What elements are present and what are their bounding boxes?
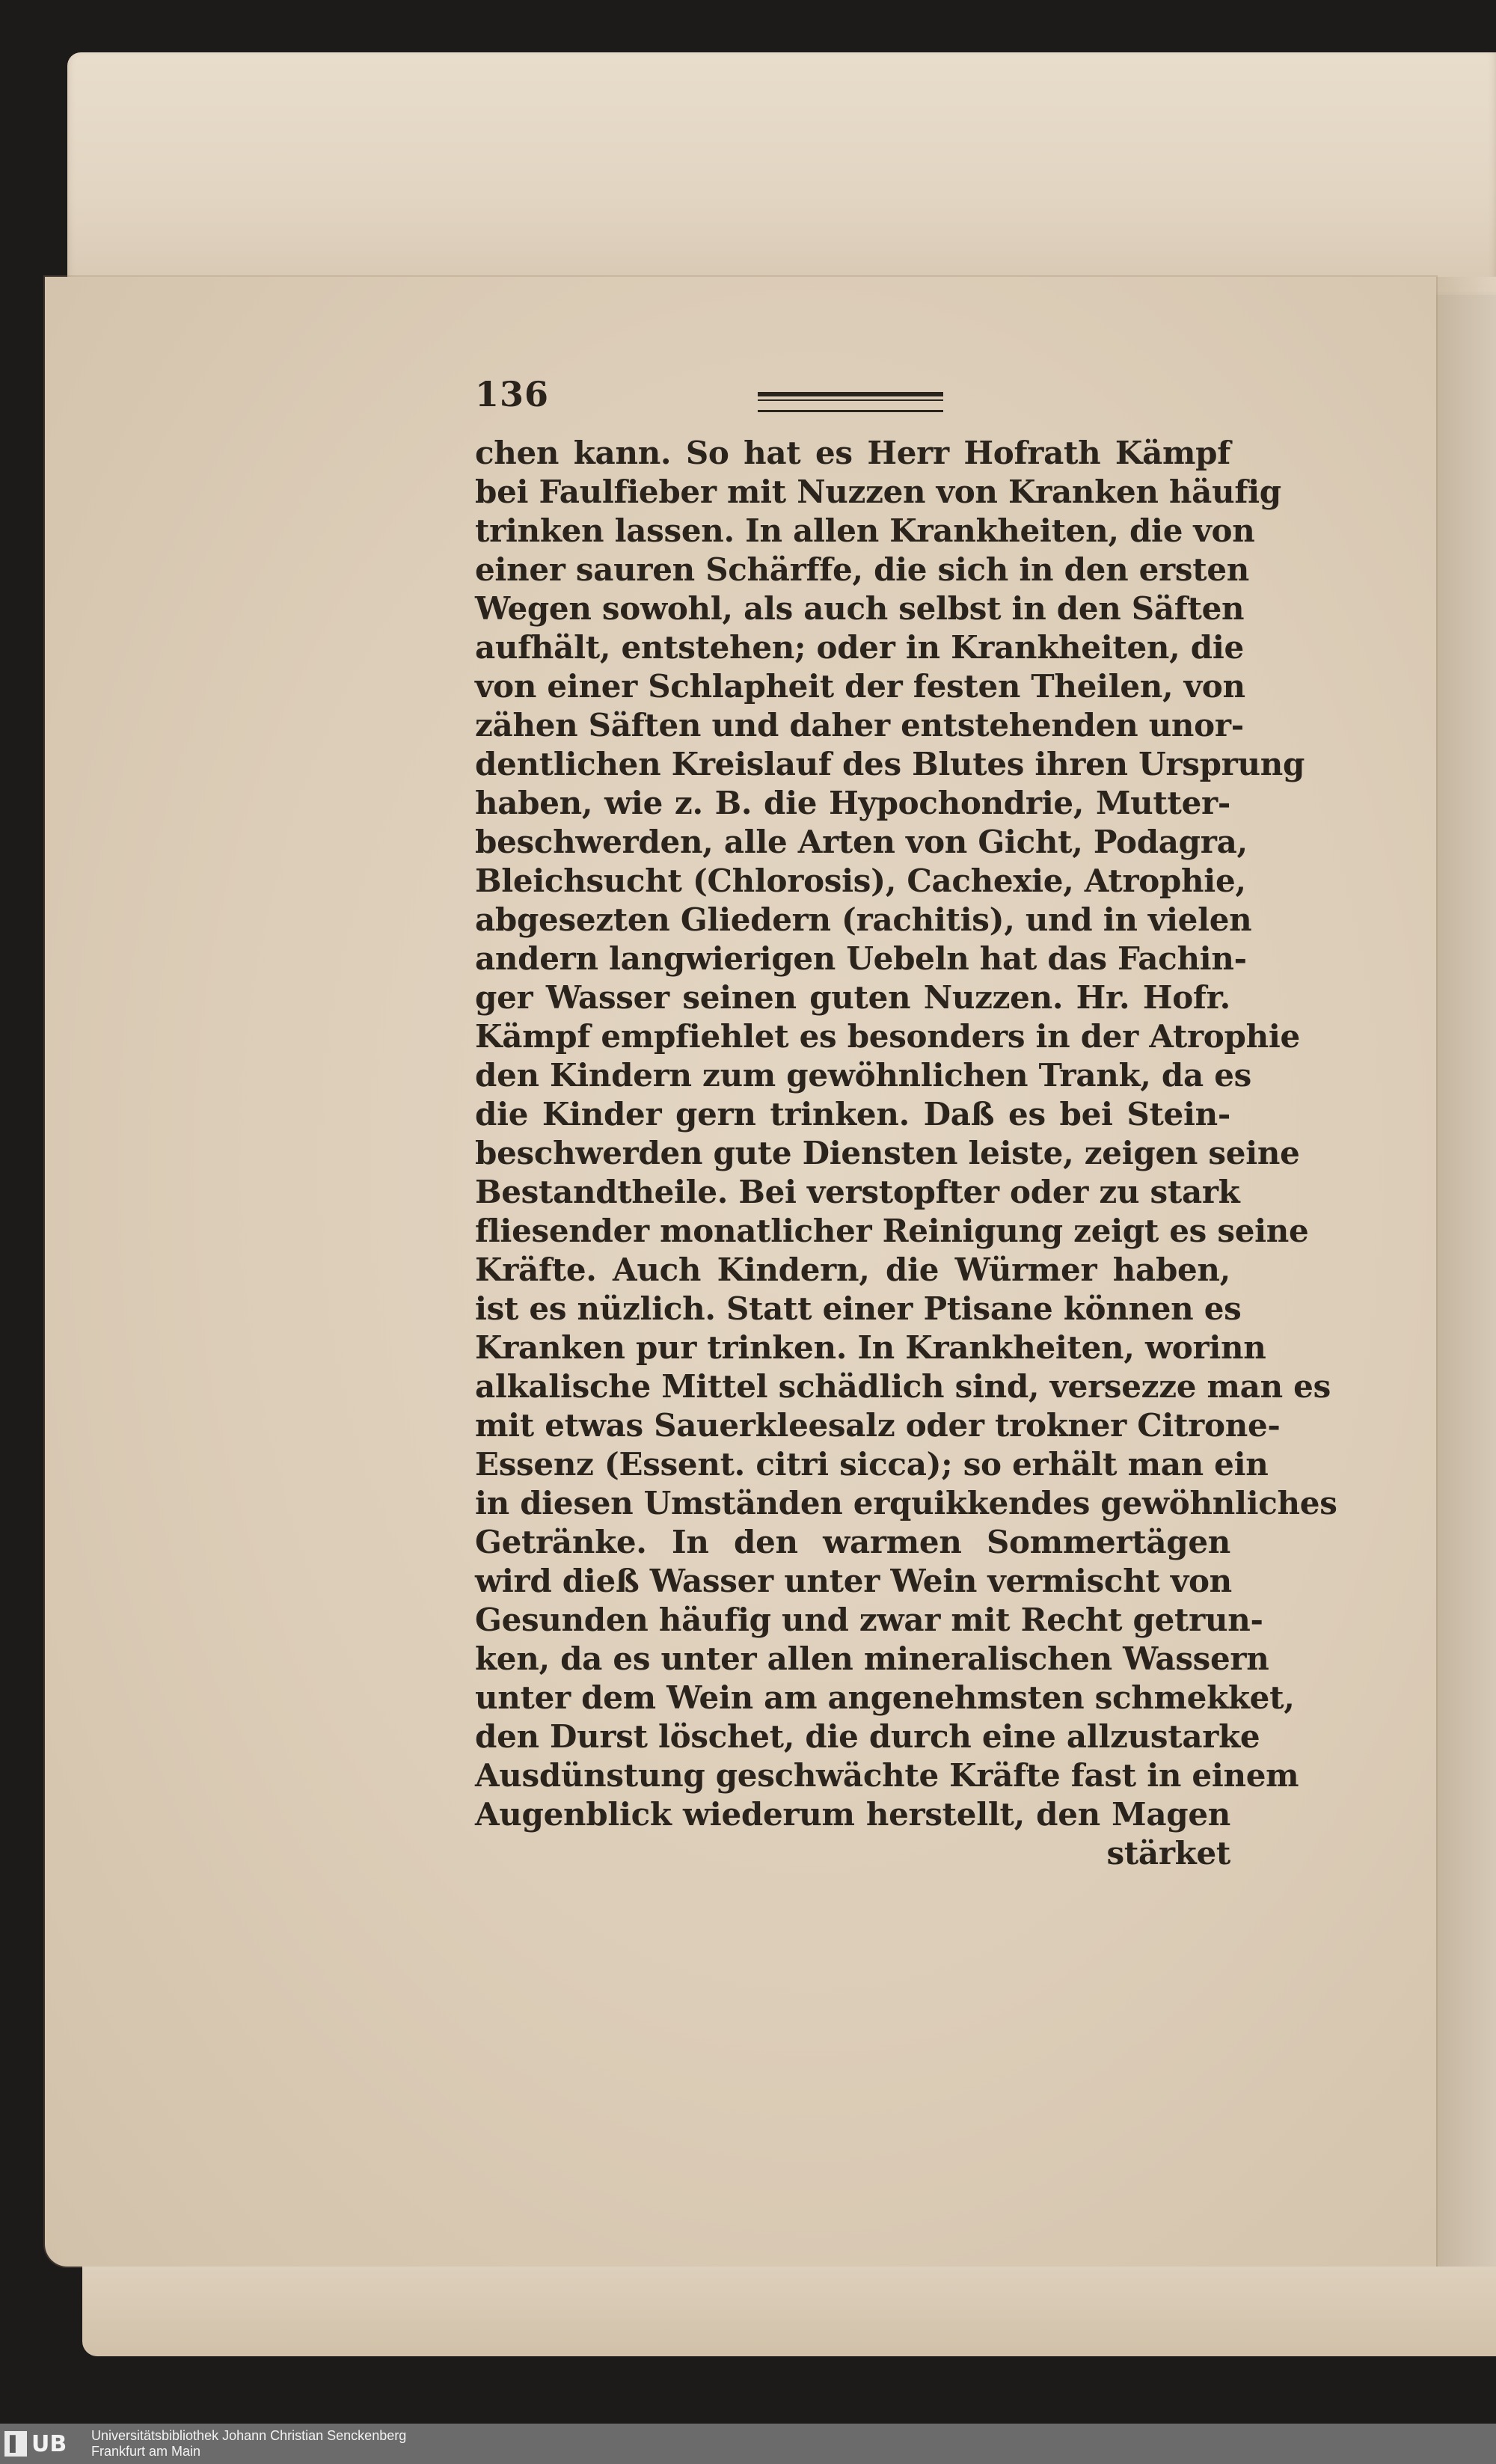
text-line: mit etwas Sauerkleesalz oder trokner Citrone- (475, 1407, 1281, 1444)
text-line: Wegen sowohl, als auch selbst in den Säften (475, 590, 1245, 627)
text-line: Augenblick wiederum herstellt, den Magen (475, 1796, 1230, 1833)
text-line: Bleichsucht (Chlorosis), Cachexie, Atrophie, (475, 862, 1246, 899)
text-line: zähen Säften und daher entstehenden unor- (475, 707, 1244, 744)
text-line: ist es nüzlich. Statt einer Ptisane können es (475, 1290, 1242, 1327)
library-footer-bar (0, 2424, 1496, 2464)
text-line: abgesezten Gliedern (rachitis), und in vielen (475, 901, 1252, 938)
text-line: ken, da es unter allen mineralischen Wassern (475, 1640, 1269, 1677)
text-line: Bestandtheile. Bei verstopfter oder zu stark (475, 1174, 1240, 1210)
text-line: bei Faulfieber mit Nuzzen von Kranken häufig (475, 474, 1281, 510)
text-line: unter dem Wein am angenehmsten schmekket, (475, 1679, 1295, 1716)
text-line: die Kinder gern trinken. Daß es bei Stein- (475, 1096, 1230, 1133)
text-line: haben, wie z. B. die Hypochondrie, Mutter- (475, 785, 1230, 821)
text-line: den Durst löschet, die durch eine allzustarke (475, 1718, 1260, 1755)
header-ornament-rule (758, 392, 943, 412)
text-line: aufhält, entstehen; oder in Krankheiten, die (475, 629, 1244, 666)
text-line: Getränke. In den warmen Sommertägen (475, 1524, 1230, 1560)
text-line: Kämpf empfiehlet es besonders in der Atrophie (475, 1018, 1300, 1055)
text-line: beschwerden gute Diensten leiste, zeigen seine (475, 1135, 1300, 1171)
text-line: dentlichen Kreislauf des Blutes ihren Ursprung (475, 746, 1305, 782)
text-line: von einer Schlapheit der festen Theilen, von (475, 668, 1245, 705)
page-body-lines (475, 434, 1337, 1834)
text-line: Kranken pur trinken. In Krankheiten, worinn (475, 1329, 1266, 1366)
bottom-paper-fold (82, 2267, 1496, 2356)
text-line: in diesen Umständen erquikkendes gewöhnliches (475, 1485, 1337, 1521)
text-line: chen kann. So hat es Herr Hofrath Kämpf (475, 435, 1230, 471)
page-header (475, 374, 1230, 434)
text-line: Ausdünstung geschwächte Kräfte fast in einem (475, 1757, 1299, 1794)
text-line: Essenz (Essent. citri sicca); so erhält man ein (475, 1446, 1269, 1483)
text-line: trinken lassen. In allen Krankheiten, die von (475, 512, 1255, 549)
catchword: stärket (1106, 1835, 1230, 1872)
text-line: den Kindern zum gewöhnlichen Trank, da es (475, 1057, 1251, 1094)
folded-paper-strip (67, 52, 1496, 292)
text-line: Gesunden häufig und zwar mit Recht getrun- (475, 1602, 1263, 1638)
text-line: alkalische Mittel schädlich sind, versezze man es (475, 1368, 1331, 1405)
footer-location: Frankfurt am Main (91, 2444, 201, 2459)
ub-logo-text: UB (31, 2430, 67, 2457)
text-line: wird dieß Wasser unter Wein vermischt von (475, 1563, 1232, 1599)
text-line: andern langwierigen Uebeln hat das Fachin- (475, 940, 1247, 977)
footer-institution-text (91, 2428, 406, 2460)
ub-logo (4, 2430, 67, 2458)
ub-logo-icon: ▌ (4, 2431, 27, 2457)
text-line: einer sauren Schärffe, die sich in den ersten (475, 551, 1249, 588)
page-text-block (475, 374, 1337, 1873)
page-number: 136 (475, 374, 550, 414)
footer-institution-name: Universitätsbibliothek Johann Christian Senckenberg (91, 2428, 407, 2443)
text-line: ger Wasser seinen guten Nuzzen. Hr. Hofr. (475, 979, 1230, 1016)
text-line: beschwerden, alle Arten von Gicht, Podagra, (475, 824, 1248, 860)
text-line: Kräfte. Auch Kindern, die Würmer haben, (475, 1251, 1230, 1288)
page-right-edge (1436, 277, 1496, 2296)
text-line: fliesender monatlicher Reinigung zeigt es seine (475, 1213, 1309, 1249)
